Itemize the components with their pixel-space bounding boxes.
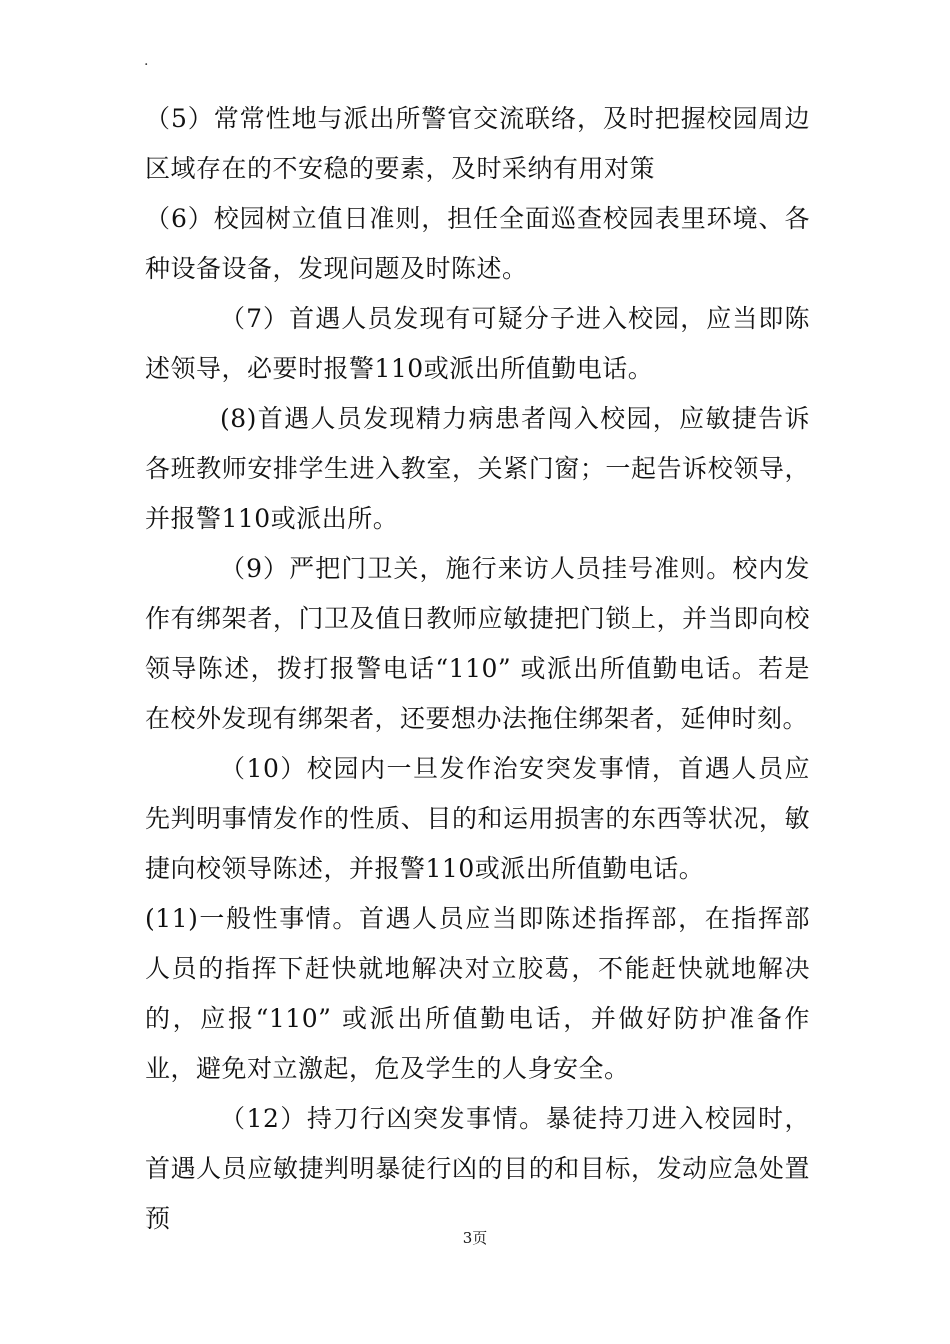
paragraph-9: （9）严把门卫关，施行来访人员挂号准则。校内发作有绑架者，门卫及值日教师应敏捷把门锁上，并当即向校领导陈述，拨打报警电话“110” 或派出所值勤电话。若是在校外发现有绑架者，还要想办法拖住绑架者，延伸时刻。: [145, 554, 810, 733]
header-mark: .: [144, 53, 149, 69]
paragraph-5: （5）常常性地与派出所警官交流联络，及时把握校园周边区域存在的不安稳的要素，及时采纳有用对策: [145, 104, 810, 183]
document-body: [145, 94, 810, 1244]
paragraph-11: (11)一般性事情。首遇人员应当即陈述指挥部，在指挥部人员的指挥下赶快就地解决对立胶葛，不能赶快就地解决的，应报“110” 或派出所值勤电话，并做好防护准备作业，避免对立激起，危及学生的人身安全。: [145, 904, 810, 1083]
paragraph-7: （7）首遇人员发现有可疑分子进入校园，应当即陈述领导，必要时报警110或派出所值勤电话。: [145, 304, 810, 383]
paragraph-10: （10）校园内一旦发作治安突发事情，首遇人员应先判明事情发作的性质、目的和运用损害的东西等状况，敏捷向校领导陈述，并报警110或派出所值勤电话。: [145, 754, 810, 883]
paragraph-6: （6）校园树立值日准则，担任全面巡查校园表里环境、各种设备设备，发现问题及时陈述。: [145, 204, 810, 283]
page-number: 3页: [462, 1229, 488, 1247]
paragraph-8: (8)首遇人员发现精力病患者闯入校园，应敏捷告诉各班教师安排学生进入教室，关紧门窗；一起告诉校领导，并报警110或派出所。: [145, 404, 810, 533]
paragraph-12: （12）持刀行凶突发事情。暴徒持刀进入校园时，首遇人员应敏捷判明暴徒行凶的目的和目标，发动应急处置预: [145, 1104, 810, 1233]
